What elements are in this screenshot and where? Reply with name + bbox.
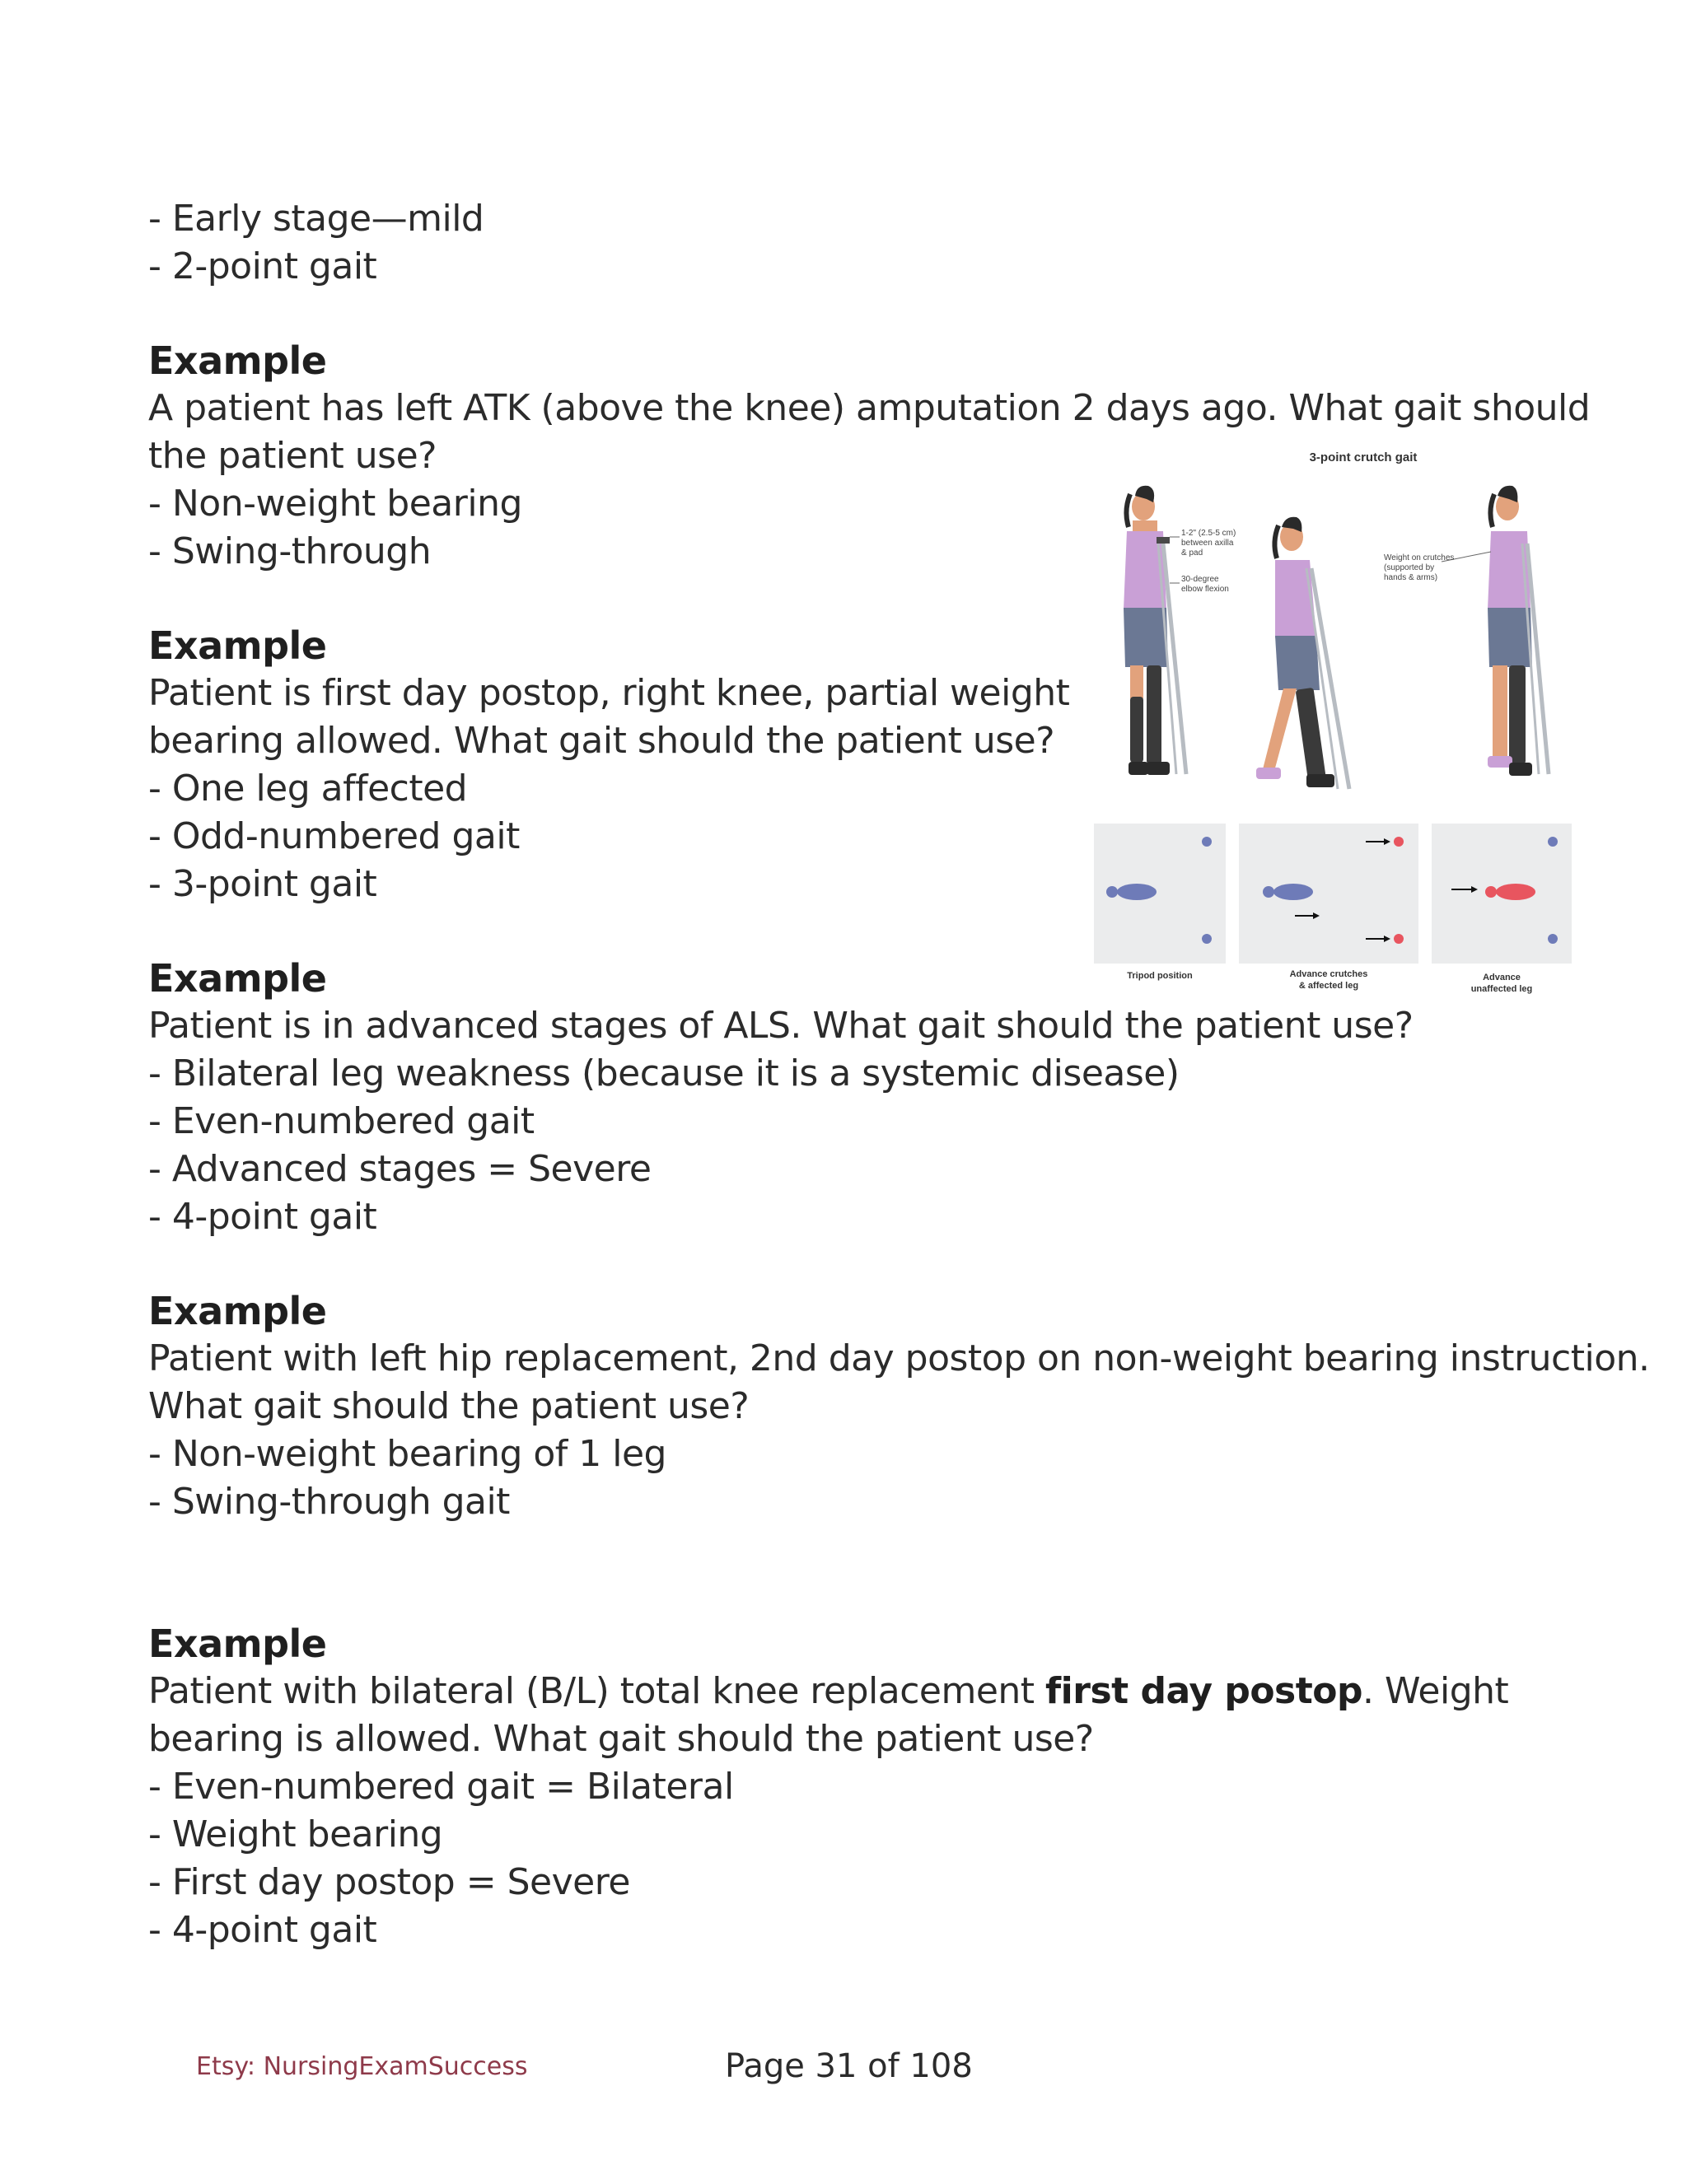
example-5-answer-4: - 4-point gait [148,1909,377,1951]
example-5-answer-3: - First day postop = Severe [148,1861,630,1903]
annotation-elbow-2: elbow flexion [1181,585,1229,594]
caption-advance-unaffected-1: Advance [1483,973,1521,982]
example-1-heading: Example [148,338,327,383]
example-2-heading: Example [148,623,327,668]
example-1-question-line-2: the patient use? [148,435,437,477]
example-5-heading: Example [148,1622,327,1666]
panel-tripod [1094,824,1226,964]
example-3-answer-3: - Advanced stages = Severe [148,1148,652,1190]
example-4-answer-2: - Swing-through gait [148,1481,510,1523]
example-1-answer-1: - Non-weight bearing [148,483,522,525]
crutch-gait-figure [1087,445,1582,1005]
example-4-answer-1: - Non-weight bearing of 1 leg [148,1433,666,1475]
example-2-answer-2: - Odd-numbered gait [148,815,520,857]
intro-line-2: - 2-point gait [148,245,377,287]
caption-advance-crutches-2: & affected leg [1298,981,1359,991]
example-5-q1-after: . Weight [1362,1670,1509,1712]
annotation-elbow-1: 30-degree [1181,575,1219,584]
example-2-answer-3: - 3-point gait [148,863,377,905]
annotation-weight-3: hands & arms) [1384,573,1438,582]
example-3-question-line-1: Patient is in advanced stages of ALS. What gait should the patient use? [148,1005,1414,1047]
example-3-answer-4: - 4-point gait [148,1196,377,1238]
annotation-axilla-1: 1-2" (2.5-5 cm) [1181,529,1236,538]
example-3-answer-2: - Even-numbered gait [148,1100,535,1142]
example-5-question-line-1 [148,1668,1508,1715]
example-4-question-line-2: What gait should the patient use? [148,1385,750,1427]
example-5-q1-bold: first day postop [1045,1670,1363,1712]
example-5-answer-2: - Weight bearing [148,1813,443,1855]
panel-advance-unaffected [1432,824,1572,964]
example-1-answer-2: - Swing-through [148,530,432,572]
person-2-illustration [1256,517,1349,789]
example-5-q1-before: Patient with bilateral (B/L) total knee replacement [148,1670,1046,1712]
example-4-question-line-1: Patient with left hip replacement, 2nd day postop on non-weight bearing instruction. [148,1337,1650,1379]
example-2-answer-1: - One leg affected [148,768,468,810]
example-1-question-line-1: A patient has left ATK (above the knee) amputation 2 days ago. What gait should [148,387,1591,429]
example-3-answer-1: - Bilateral leg weakness (because it is a systemic disease) [148,1052,1180,1094]
annotation-weight-2: (supported by [1384,563,1435,572]
example-5-question-line-2: bearing is allowed. What gait should the patient use? [148,1718,1094,1760]
caption-tripod: Tripod position [1127,971,1193,981]
person-3-illustration [1488,486,1549,776]
intro-line-1: - Early stage—mild [148,198,484,240]
example-2-question-line-2: bearing allowed. What gait should the patient use? [148,720,1055,762]
example-3-heading: Example [148,956,327,1001]
example-5-answer-1: - Even-numbered gait = Bilateral [148,1766,734,1808]
panel-advance-crutches [1239,824,1418,964]
annotation-axilla-2: between axilla [1181,539,1234,548]
example-2-question-line-1: Patient is first day postop, right knee, partial weight [148,672,1070,714]
caption-advance-crutches-1: Advance crutches [1289,969,1368,979]
footer-source: Etsy: NursingExamSuccess [196,2052,528,2081]
annotation-weight-1: Weight on crutches [1384,553,1455,562]
page-number: Page 31 of 108 [725,2047,973,2085]
annotation-axilla-3: & pad [1181,548,1203,558]
person-1-illustration [1124,486,1186,775]
figure-title: 3-point crutch gait [1309,450,1418,464]
caption-advance-unaffected-2: unaffected leg [1470,984,1533,994]
example-4-heading: Example [148,1289,327,1333]
